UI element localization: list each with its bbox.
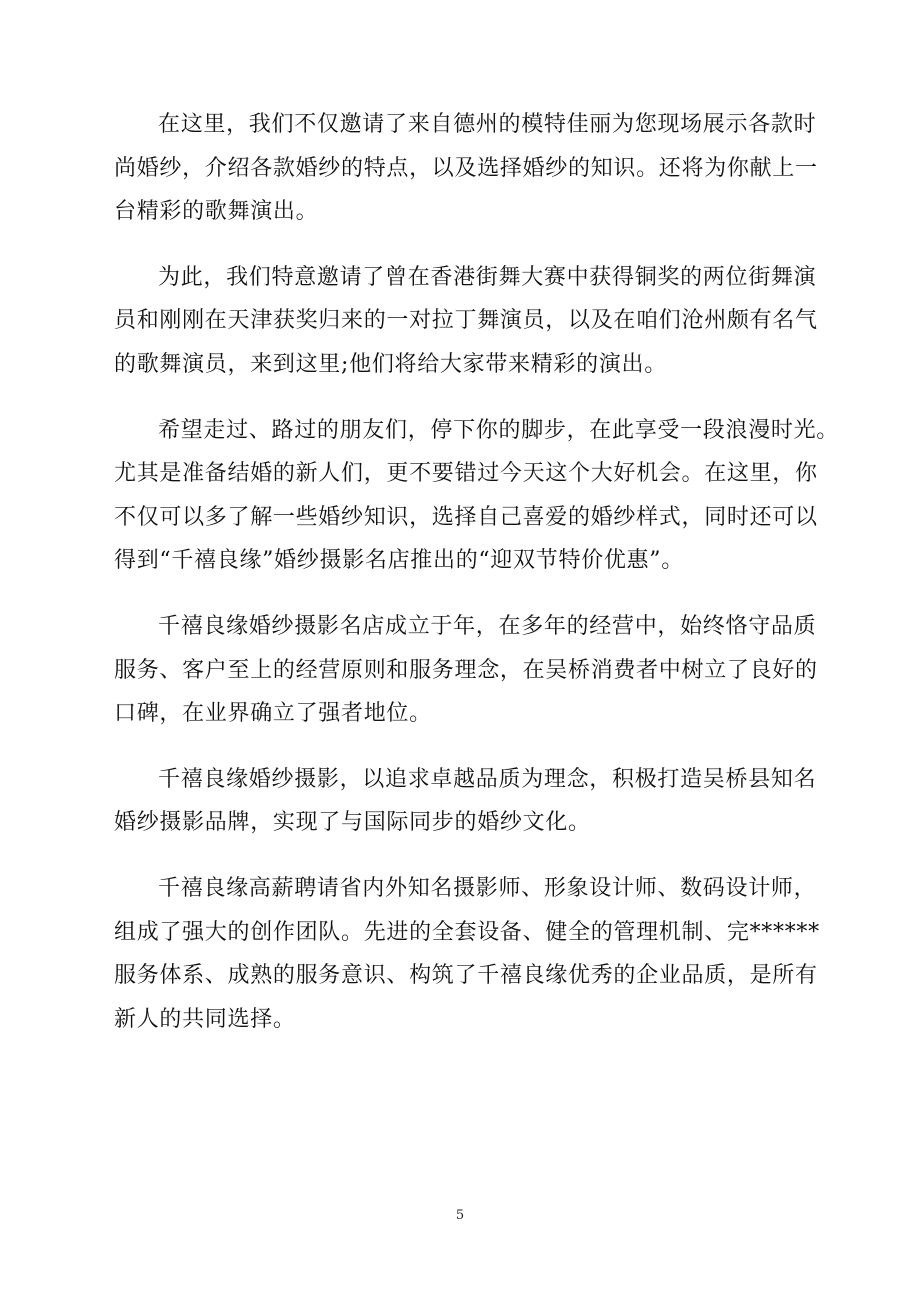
paragraph-line: 员和刚刚在天津获奖归来的一对拉丁舞演员，以及在咱们沧州颇有名气 (114, 308, 818, 334)
paragraph-line: 千禧良缘婚纱摄影，以追求卓越品质为理念，积极打造吴桥县知名 (158, 766, 817, 792)
paragraph-line: 的歌舞演员，来到这里;他们将给大家带来精彩的演出。 (114, 351, 667, 377)
paragraph-line: 婚纱摄影品牌，实现了与国际同步的婚纱文化。 (114, 810, 591, 836)
paragraph-line: 千禧良缘高薪聘请省内外知名摄影师、形象设计师、数码设计师， (158, 875, 817, 901)
paragraph-line: 口碑，在业界确立了强者地位。 (114, 701, 432, 727)
page-number: 5 (455, 1208, 465, 1223)
paragraph-line: 服务、客户至上的经营原则和服务理念，在吴桥消费者中树立了良好的 (114, 657, 818, 683)
paragraph-5 (114, 758, 817, 845)
paragraph-4 (114, 605, 818, 736)
paragraph-2 (114, 256, 818, 387)
paragraph-line: 组成了强大的创作团队。先进的全套设备、健全的管理机制、完****** (114, 919, 820, 945)
paragraph-line: 尤其是准备结婚的新人们，更不要错过今天这个大好机会。在这里，你 (114, 461, 818, 487)
paragraph-line: 台精彩的歌舞演出。 (114, 199, 319, 225)
document-body (114, 103, 840, 1063)
paragraph-line: 新人的共同选择。 (114, 1006, 296, 1032)
paragraph-line: 为此，我们特意邀请了曾在香港街舞大赛中获得铜奖的两位街舞演 (158, 264, 817, 290)
paragraph-line: 千禧良缘婚纱摄影名店成立于年，在多年的经营中，始终恪守品质 (158, 613, 817, 639)
paragraph-line: 在这里，我们不仅邀请了来自德州的模特佳丽为您现场展示各款时 (158, 112, 817, 137)
paragraph-line: 尚婚纱，介绍各款婚纱的特点，以及选择婚纱的知识。还将为你献上一 (114, 155, 818, 181)
paragraph-6 (114, 867, 820, 1041)
paragraph-3 (114, 409, 840, 583)
paragraph-line: 希望走过、路过的朋友们，停下你的脚步，在此享受一段浪漫时光。 (158, 417, 840, 443)
paragraph-line: 服务体系、成熟的服务意识、构筑了千禧良缘优秀的企业品质，是所有 (114, 963, 818, 989)
paragraph-1 (114, 103, 818, 234)
paragraph-line: 不仅可以多了解一些婚纱知识，选择自己喜爱的婚纱样式，同时还可以 (114, 504, 818, 530)
paragraph-line: 得到“千禧良缘”婚纱摄影名店推出的“迎双节特价优惠”。 (114, 548, 684, 574)
